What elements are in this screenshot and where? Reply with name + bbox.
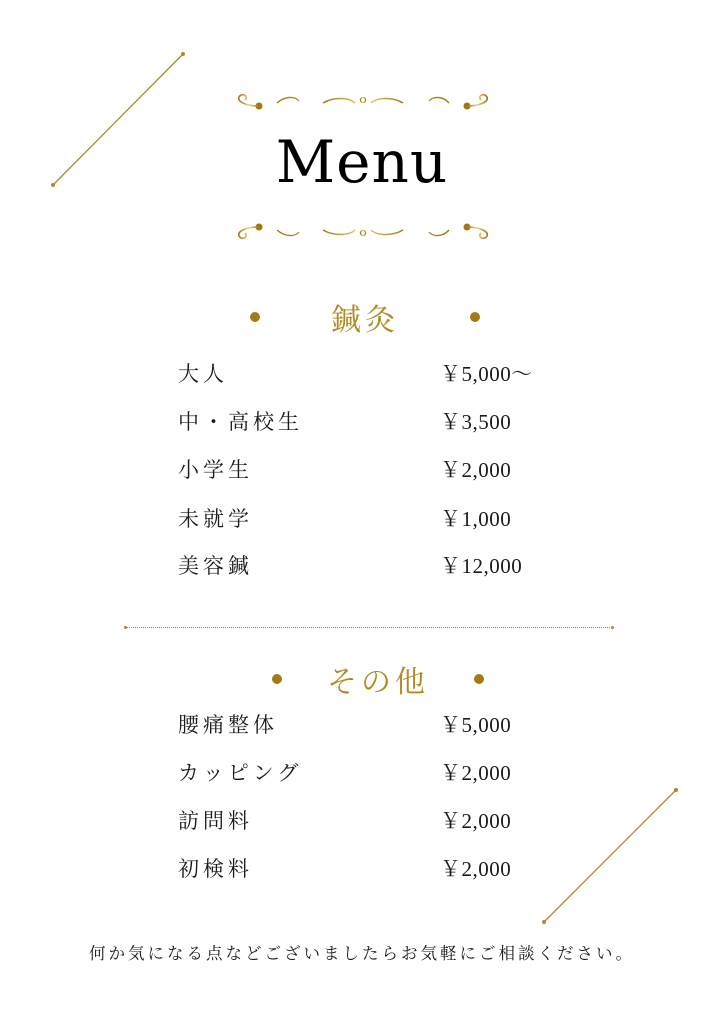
menu-row — [178, 454, 598, 488]
section-heading-other — [272, 657, 484, 701]
menu-row — [178, 406, 598, 440]
item-price: ￥2,000 — [440, 761, 512, 785]
item-price: ￥2,000 — [440, 458, 512, 482]
section-divider — [126, 627, 612, 628]
item-price: ￥5,000～ — [440, 362, 533, 386]
item-name: 中・高校生 — [178, 410, 303, 434]
page-title: Menu — [275, 128, 449, 196]
menu-row — [178, 550, 598, 584]
bullet-dot — [470, 312, 480, 322]
item-name: 訪問料 — [178, 809, 253, 833]
item-price: ￥2,000 — [440, 809, 512, 833]
section-title: 鍼灸 — [331, 303, 399, 338]
section-heading-acupuncture — [250, 295, 480, 339]
footer-note: 何か気になる点などございましたらお気軽にご相談ください。 — [89, 944, 635, 963]
item-price: ￥3,500 — [440, 410, 512, 434]
item-price: ￥2,000 — [440, 857, 512, 881]
item-price: ￥5,000 — [440, 713, 512, 737]
item-name: 美容鍼 — [178, 554, 253, 578]
ornament-bottom-icon — [233, 219, 493, 243]
menu-row — [178, 709, 598, 743]
menu-row — [178, 805, 598, 839]
section-title: その他 — [327, 665, 429, 700]
bullet-dot — [272, 674, 282, 684]
bullet-dot — [250, 312, 260, 322]
item-name: 腰痛整体 — [178, 713, 278, 737]
item-name: カッピング — [178, 761, 303, 785]
item-name: 未就学 — [178, 507, 253, 531]
ornament-top-icon — [233, 92, 493, 116]
menu-row — [178, 757, 598, 791]
item-name: 初検料 — [178, 857, 253, 881]
bullet-dot — [474, 674, 484, 684]
menu-row — [178, 853, 598, 887]
item-name: 大人 — [178, 362, 228, 386]
menu-row — [178, 358, 598, 392]
item-price: ￥1,000 — [440, 507, 512, 531]
menu-row — [178, 503, 598, 537]
item-name: 小学生 — [178, 458, 253, 482]
item-price: ￥12,000 — [440, 554, 523, 578]
